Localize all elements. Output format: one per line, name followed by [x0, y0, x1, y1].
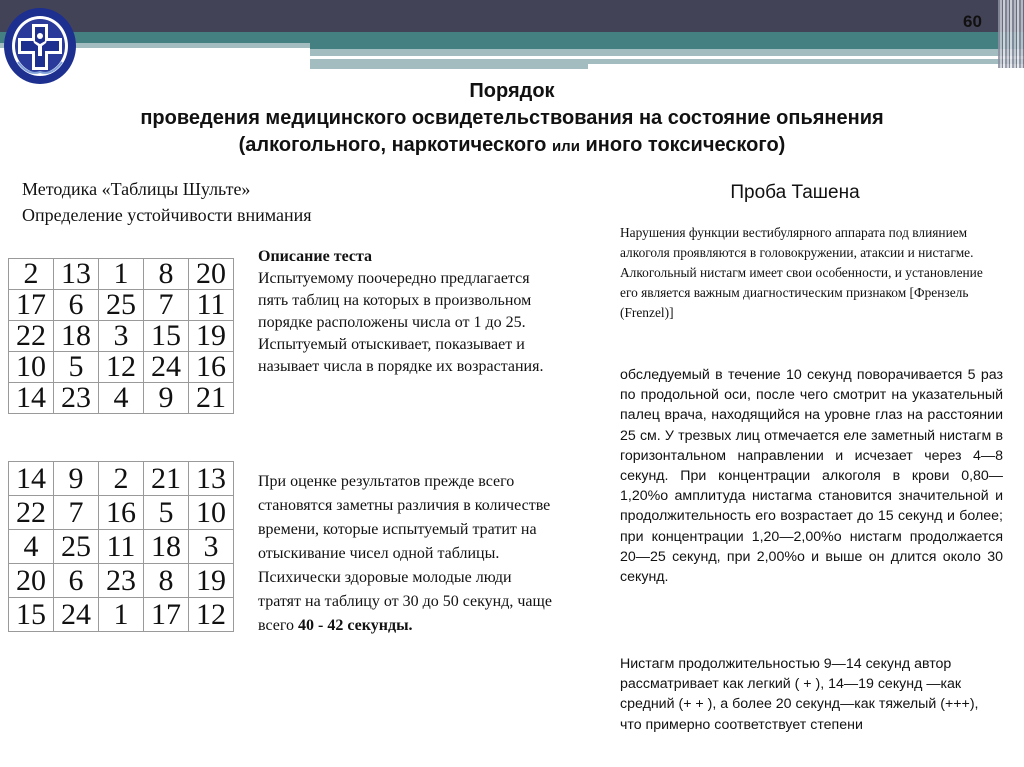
grid-cell: 1 [99, 598, 144, 632]
grid-cell: 18 [54, 321, 99, 352]
test-description-text: Испытуемому поочередно предлагается пять таблиц на которых в произвольном порядке расположены числа от 1 до 25. Испытуемый отыскивает, показывает и называет числа в порядке их возрастания. [258, 270, 544, 375]
tashen-test-title: Проба Ташена [730, 182, 860, 203]
header-band-cutout [588, 64, 1024, 70]
grid-cell: 19 [189, 321, 234, 352]
grid-row [9, 259, 234, 290]
grid-row [9, 290, 234, 321]
grid-cell: 25 [99, 290, 144, 321]
grid-cell: 22 [9, 496, 54, 530]
title-line-3-small: или [551, 138, 580, 155]
grid-cell: 10 [189, 496, 234, 530]
grid-cell: 13 [54, 259, 99, 290]
grid-cell: 5 [144, 496, 189, 530]
test-description-heading: Описание теста [258, 248, 373, 265]
grid-cell: 14 [9, 462, 54, 496]
title-line-3-part-2: иного токсического) [579, 134, 786, 156]
title-line-3 [0, 132, 1024, 160]
schulte-table-1 [8, 258, 234, 414]
slide-number: 60 [963, 12, 982, 31]
title-line-1: Порядок [469, 80, 555, 102]
method-purpose: Определение устойчивости внимания [22, 205, 312, 225]
header-dark-band [0, 0, 1024, 32]
tashen-procedure-text: обследуемый в течение 10 секунд поворачивается 5 раз по продольной оси, после чего смотрит на указательный палец врача, находящийся на уровне глаз на расстоянии 25 см. У трезвых лиц отмечается еле заметный нистагм в горизонтальном направлении и исчезает через 4—8 секунд. При концентрации алкоголя в крови 0,80—1,20%о амплитуда нистагма становится значительной и продолжительность его возрастает до 15 секунд и более; при концентрации 1,20—2,00%о нистагм продолжается 20—25 секунд, при 2,00%о и выше он длится около 30 секунд. [620, 367, 1003, 586]
grid-cell: 17 [144, 598, 189, 632]
grid-row [9, 496, 234, 530]
header-light-band [310, 49, 1024, 56]
grid-cell: 15 [9, 598, 54, 632]
grid-cell: 16 [99, 496, 144, 530]
grid-cell: 21 [189, 383, 234, 414]
grid-cell: 10 [9, 352, 54, 383]
grid-cell: 22 [9, 321, 54, 352]
grid-cell: 9 [54, 462, 99, 496]
grid-cell: 15 [144, 321, 189, 352]
grid-cell: 19 [189, 564, 234, 598]
slide-title [0, 78, 1024, 160]
grid-cell: 2 [99, 462, 144, 496]
grid-row [9, 530, 234, 564]
header-edge-stripes [998, 0, 1024, 68]
grid-cell: 11 [99, 530, 144, 564]
grid-cell: 23 [99, 564, 144, 598]
grid-row [9, 321, 234, 352]
grid-cell: 24 [144, 352, 189, 383]
schulte-table-2 [8, 461, 234, 632]
grid-cell: 11 [189, 290, 234, 321]
grid-cell: 13 [189, 462, 234, 496]
title-line-3-part-1: (алкогольного, наркотического [238, 134, 552, 156]
tashen-intro-text: Нарушения функции вестибулярного аппарата под влиянием алкоголя проявляются в головокружении, атаксии и нистагме. Алкогольный нистагм имеет свои особенности, и установление его является важным диагностическим признаком [Френзель (Frenzel)] [620, 225, 983, 320]
grid-cell: 2 [9, 259, 54, 290]
evaluation-text-bold: 40 - 42 секунды. [298, 617, 413, 634]
grid-cell: 24 [54, 598, 99, 632]
evaluation-text [258, 470, 558, 638]
grid-cell: 21 [144, 462, 189, 496]
medical-cross-emblem-icon [2, 6, 78, 86]
method-heading [22, 176, 312, 228]
grid-cell: 8 [144, 259, 189, 290]
grid-cell: 20 [9, 564, 54, 598]
grid-cell: 18 [144, 530, 189, 564]
grid-cell: 9 [144, 383, 189, 414]
grid-cell: 3 [99, 321, 144, 352]
grid-cell: 7 [54, 496, 99, 530]
grid-cell: 1 [99, 259, 144, 290]
grid-cell: 12 [99, 352, 144, 383]
grid-cell: 20 [189, 259, 234, 290]
grid-row [9, 564, 234, 598]
grid-cell: 8 [144, 564, 189, 598]
grid-row [9, 598, 234, 632]
grid-row [9, 383, 234, 414]
title-line-2: проведения медицинского освидетельствования на состояние опьянения [140, 107, 884, 129]
grid-cell: 6 [54, 564, 99, 598]
grid-cell: 3 [189, 530, 234, 564]
grid-cell: 16 [189, 352, 234, 383]
grid-cell: 4 [99, 383, 144, 414]
grid-cell: 17 [9, 290, 54, 321]
grid-row [9, 352, 234, 383]
grid-cell: 5 [54, 352, 99, 383]
tashen-grading-text: Нистагм продолжительностью 9—14 секунд автор рассматривает как легкий ( + ), 14—19 секунд —как средний (+ + ), а более 20 секунд—как тяжелый (+++), что примерно соответствует степени [620, 656, 979, 733]
method-name: Методика «Таблицы Шульте» [22, 179, 251, 199]
grid-cell: 23 [54, 383, 99, 414]
grid-cell: 7 [144, 290, 189, 321]
grid-cell: 6 [54, 290, 99, 321]
grid-cell: 14 [9, 383, 54, 414]
test-description [258, 246, 558, 378]
grid-cell: 4 [9, 530, 54, 564]
evaluation-text-body: При оценке результатов прежде всего становятся заметны различия в количестве времени, которые испытуемый тратит на отыскивание чисел одной таблицы. Психически здоровые молодые люди тратят на таблицу от 30 до 50 секунд, чаще всего [258, 473, 552, 634]
grid-row [9, 462, 234, 496]
grid-cell: 25 [54, 530, 99, 564]
grid-cell: 12 [189, 598, 234, 632]
